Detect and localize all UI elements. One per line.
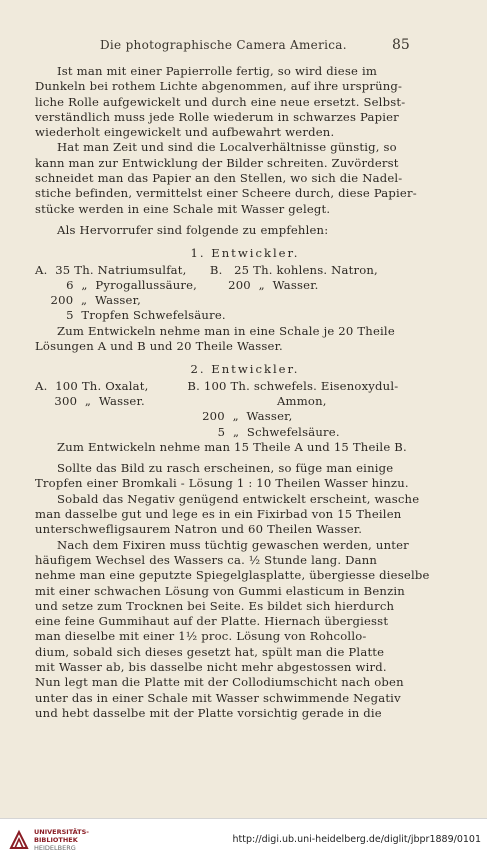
developer-2-heading: 2. Entwickler. [190, 362, 300, 377]
text-line: liche Rolle aufgewickelt und durch eine neue ersetzt. Selbst- [35, 94, 406, 109]
paragraph-2 [35, 140, 455, 216]
paragraph-6 [35, 461, 455, 492]
text-line: Dunkeln bei rothem Lichte abgenommen, auf ihre ursprüng- [35, 79, 403, 94]
text-line: Sollte das Bild zu rasch erscheinen, so füge man einige [57, 461, 394, 476]
library-name [34, 828, 89, 852]
text-line: unterschwefligsaurem Natron und 60 Theilen Wasser. [35, 522, 363, 537]
paragraph-7 [35, 492, 455, 538]
paragraph-1 [35, 64, 455, 140]
library-name-line: BIBLIOTHEK [34, 836, 78, 844]
text-line: häufigem Wechsel des Wassers ca. ½ Stunde lang. Dann [35, 552, 378, 567]
text-line: eine feine Gummihaut auf der Platte. Hiernach übergiesst [35, 614, 389, 629]
text-line: wiederholt eingewickelt und aufbewahrt werden. [35, 125, 335, 140]
text-line: Zum Entwickeln nehme man in eine Schale je 20 Theile [57, 323, 395, 338]
paragraph-5 [35, 440, 455, 455]
recipe-line: 200 „ Wasser, [35, 293, 141, 308]
paragraph-3 [35, 223, 455, 238]
text-line: Tropfen einer Bromkali - Lösung 1 : 10 Theilen Wasser hinzu. [35, 476, 409, 491]
recipe-line: 300 „ Wasser. Ammon, [35, 393, 327, 408]
text-line: man dieselbe mit einer 1½ proc. Lösung von Rohcollo- [35, 629, 367, 644]
developer-1-recipe [35, 263, 455, 324]
text-line: Sobald das Negativ genügend entwickelt erscheint, wasche [57, 491, 420, 506]
recipe-line: A. 35 Th. Natriumsulfat, B. 25 Th. kohlens. Natron, [35, 262, 378, 277]
text-line: schneidet man das Papier an den Stellen, wo sich die Nadel- [35, 171, 403, 186]
text-line: kann man zur Entwicklung der Bilder schreiten. Zuvörderst [35, 155, 399, 170]
text-line: stücke werden in eine Schale mit Wasser gelegt. [35, 201, 331, 216]
text-line: und setze zum Trocknen bei Seite. Es bildet sich hierdurch [35, 598, 395, 613]
recipe-line: 6 „ Pyrogallussäure, 200 „ Wasser. [35, 277, 319, 292]
recipe-line: A. 100 Th. Oxalat, B. 100 Th. schwefels. Eisenoxydul- [35, 378, 399, 393]
university-library-logo-icon [8, 829, 30, 851]
text-line: Hat man Zeit und sind die Localverhältnisse günstig, so [57, 140, 397, 155]
recipe-line: 5 „ Schwefelsäure. [35, 424, 340, 439]
developer-1-heading: 1. Entwickler. [190, 246, 300, 261]
text-line: und hebt dasselbe mit der Platte vorsichtig gerade in die [35, 705, 382, 720]
text-line: Lösungen A und B und 20 Theile Wasser. [35, 339, 283, 354]
text-line: mit Wasser ab, bis dasselbe nicht mehr abgestossen wird. [35, 659, 387, 674]
text-line: stiche befinden, vermittelst einer Scheere durch, diese Papier- [35, 186, 417, 201]
library-footer [0, 818, 487, 859]
running-title: Die photographische Camera America. [100, 38, 347, 52]
running-header [100, 38, 430, 52]
library-name-line: HEIDELBERG [34, 844, 76, 852]
developer-2-recipe [35, 379, 455, 440]
text-line: man dasselbe gut und lege es in ein Fixirbad von 15 Theilen [35, 507, 402, 522]
recipe-line: 5 Tropfen Schwefelsäure. [35, 308, 226, 323]
text-line: unter das in einer Schale mit Wasser schwimmende Negativ [35, 690, 401, 705]
text-line: mit einer schwachen Lösung von Gummi elasticum in Benzin [35, 583, 405, 598]
text-line: verständlich muss jede Rolle wiederum in schwarzes Papier [35, 109, 399, 124]
paragraph-4 [35, 324, 455, 355]
text-line: nehme man eine geputzte Spiegelglasplatte, übergiesse dieselbe [35, 568, 430, 583]
text-line: Nach dem Fixiren muss tüchtig gewaschen werden, unter [57, 537, 409, 552]
text-line: Als Hervorrufer sind folgende zu empfehlen: [57, 222, 329, 237]
text-line: dium, sobald sich dieses gesetzt hat, spült man die Platte [35, 644, 385, 659]
library-name-line: UNIVERSITÄTS- [34, 828, 89, 836]
paragraph-8 [35, 538, 455, 722]
recipe-line: 200 „ Wasser, [35, 409, 293, 424]
page-body [35, 64, 455, 721]
text-line: Ist man mit einer Papierrolle fertig, so wird diese im [57, 64, 378, 78]
page-number: 85 [392, 37, 410, 53]
text-line: Zum Entwickeln nehme man 15 Theile A und 15 Theile B. [57, 439, 407, 454]
text-line: Nun legt man die Platte mit der Collodiumschicht nach oben [35, 675, 404, 690]
source-url-link[interactable]: http://digi.ub.uni-heidelberg.de/diglit/jbpr1889/0101 [232, 834, 481, 845]
